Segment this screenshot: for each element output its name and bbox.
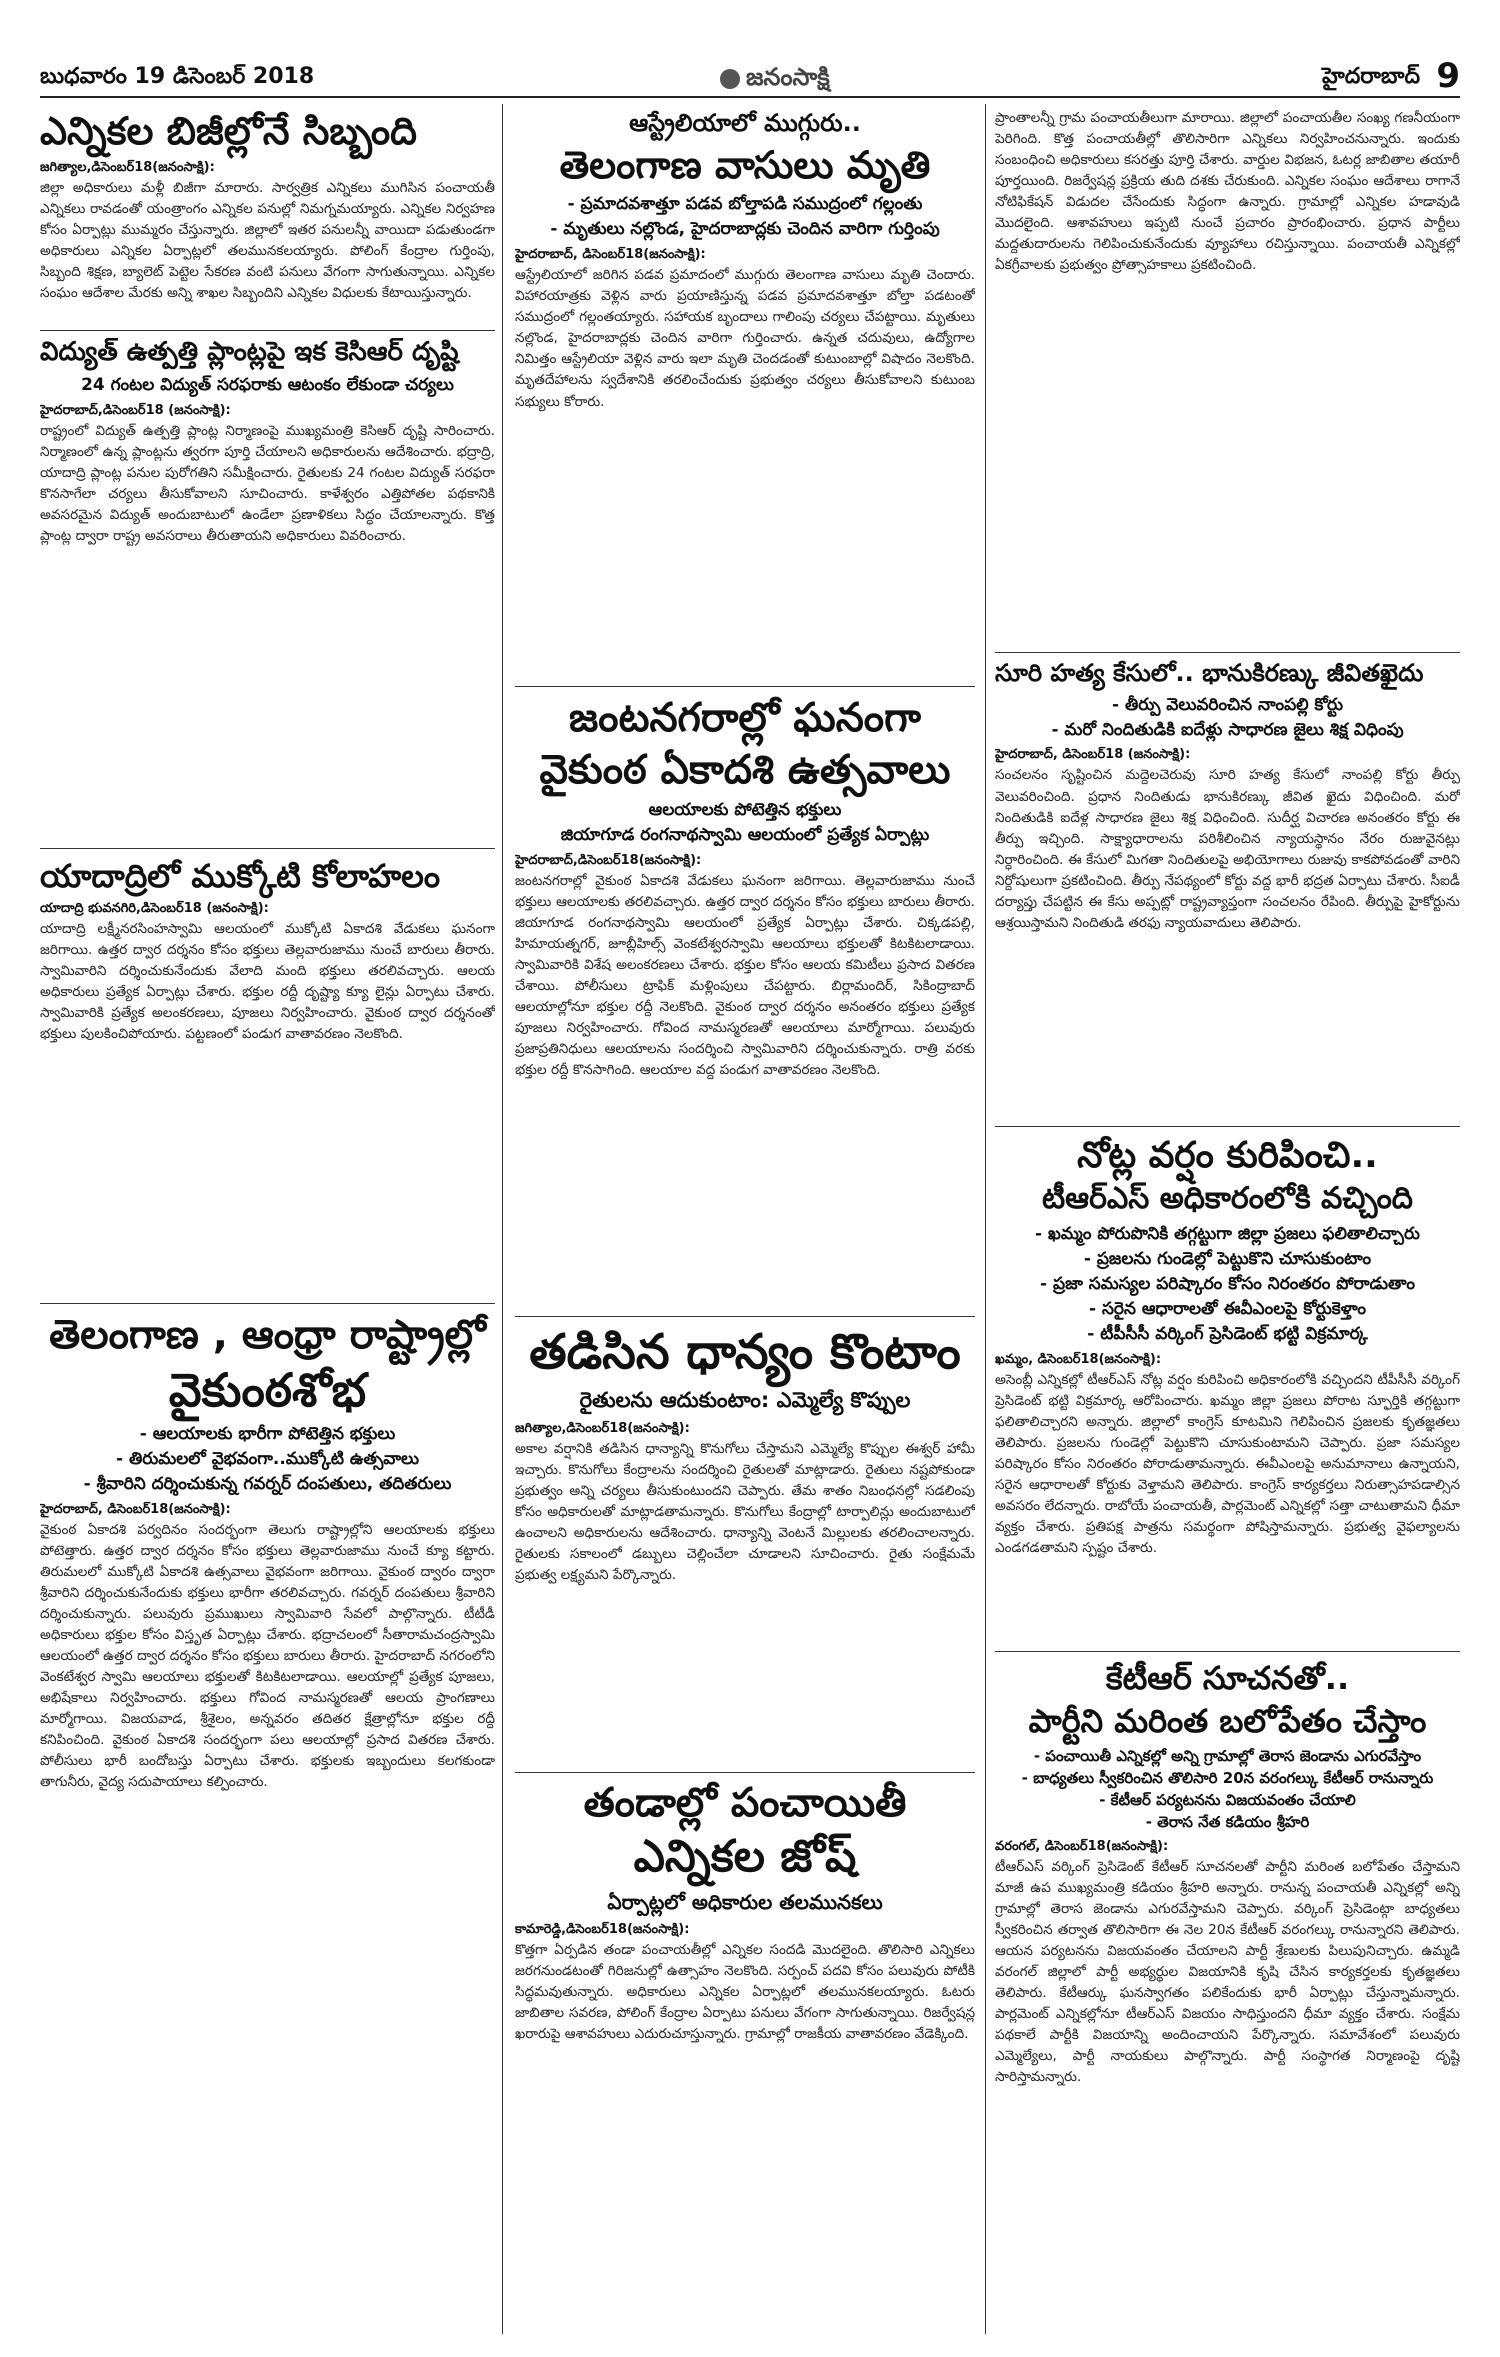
headline: యాదాద్రిలో ముక్కోటి కోలాహలం xyxy=(40,858,441,895)
column-divider xyxy=(502,104,503,2334)
article-body: సంచలనం సృష్టించిన మద్దెలచెరువు సూరి హత్య కేసులో నాంపల్లి కోర్టు తీర్పు వెలువరించింది. ప్రధాన నిందితుడు భానుకిరణ్కు జీవిత ఖైదు విధించింది. మరో నిందితుడికి ఐదేళ్ల సాధారణ జైలు శిక్ష విధించింది. సుదీర్ఘ విచారణ అనంతరం కోర్టు ఈ తీర్పు ఇచ్చింది. సాక్ష్యాధారాలను పరిశీలించిన న్యాయస్థానం నేరం రుజువైనట్లు నిర్ధారించింది. ఈ కేసులో మిగతా నిందితులపై అభియోగాలు రుజువు కాకపోవడంతో వారిని నిర్దోషులుగా ప్రకటించింది. తీర్పు నేపథ్యంలో కోర్టు వద్ద భారీ భద్రత ఏర్పాటు చేశారు. సీఐడీ దర్యాప్తు చేపట్టిన ఈ కేసు అప్పట్లో రాష్ట్రవ్యాప్తంగా సంచలనం రేపింది. తీర్పుపై హైకోర్టును ఆశ్రయిస్తామని నిందితుడి తరఫు న్యాయవాదులు తెలిపారు. xyxy=(995,767,1460,931)
headline: విద్యుత్ ఉత్పత్తి ప్లాంట్లపై ఇక కెసిఆర్ దృష్టి xyxy=(40,338,459,367)
section-divider xyxy=(40,848,495,849)
subheadline: ఏర్పాట్లలో అధికారుల తలమునకలు xyxy=(607,1889,883,1914)
headline: కేటీఆర్ సూచనతో.. xyxy=(1105,1660,1350,1697)
dateline: వరంగల్, డిసెంబర్18(జనంసాక్షి): xyxy=(995,1838,1169,1854)
article-body: యాదాద్రి లక్ష్మీనరసింహస్వామి ఆలయంలో ముక్కోటి ఏకాదశి వేడుకలు ఘనంగా జరిగాయి. ఉత్తర ద్వార దర్శనం కోసం భక్తులు తెల్లవారుజాము నుంచే బారులు తీరారు. స్వామివారిని దర్శించుకునేందుకు వేలాది మంది భక్తులు తరలివచ్చారు. ఆలయ అధికారులు ప్రత్యేక ఏర్పాట్లు చేశారు. భక్తుల రద్దీ దృష్ట్యా క్యూ లైన్లు ఏర్పాటు చేశారు. స్వామివారికి ప్రత్యేక అలంకరణలు, పూజలు నిర్వహించారు. వైకుంఠ ద్వార దర్శనంతో భక్తులు పులకించిపోయారు. పట్టణంలో పండుగ వాతావరణం నెలకొంది. xyxy=(40,920,495,1043)
subheadline: - కేటీఆర్ పర్యటనను విజయవంతం చేయాలి xyxy=(1099,1791,1356,1810)
headline: టీఆర్ఎస్ అధికారంలోకి వచ్చింది xyxy=(1042,1181,1413,1217)
headline: వైకుంఠ ఏకాదశి ఉత్సవాలు xyxy=(539,747,951,793)
dateline: జగిత్యాల,డిసెంబర్18(జనంసాక్షి): xyxy=(515,1420,690,1436)
headline: పార్టీని మరింత బలోపేతం చేస్తాం xyxy=(1028,1701,1427,1740)
article-body: టీఆర్ఎస్ వర్కింగ్ ప్రెసిడెంట్ కేటీఆర్ సూచనలతో పార్టీని మరింత బలోపేతం చేస్తామని మాజీ ఉప ముఖ్యమంత్రి కడియం శ్రీహరి అన్నారు. రానున్న పంచాయతీ ఎన్నికల్లో అన్ని గ్రామాల్లో తెరాస జెండాను ఎగురవేస్తామని చెప్పారు. వర్కింగ్ ప్రెసిడెంట్గా బాధ్యతలు స్వీకరించిన తర్వాత తొలిసారిగా ఈ నెల 20న కేటీఆర్ వరంగల్కు రానున్నారని తెలిపారు. ఆయన పర్యటనను విజయవంతం చేయాలని పార్టీ శ్రేణులకు పిలుపునిచ్చారు. ఉమ్మడి వరంగల్ జిల్లాలో పార్టీ అభ్యర్థుల విజయానికి కృషి చేసిన కార్యకర్తలకు కృతజ్ఞతలు తెలిపారు. కేటీఆర్కు ఘనస్వాగతం పలికేందుకు భారీ ఏర్పాట్లు చేస్తున్నామన్నారు. పార్లమెంట్ ఎన్నికల్లోనూ టీఆర్ఎస్ విజయం సాధిస్తుందని ధీమా వ్యక్తం చేశారు. సంక్షేమ పథకాలే పార్టీకి విజయాన్ని అందించాయని పేర్కొన్నారు. సమావేశంలో పలువురు ఎమ్మెల్యేలు, పార్టీ నాయకులు పాల్గొన్నారు. పార్టీ సంస్థాగత నిర్మాణంపై దృష్టి సారిస్తామన్నారు. xyxy=(995,1858,1460,2086)
column-divider xyxy=(985,104,986,2334)
headline: ఎన్నికల జోష్ xyxy=(633,1831,857,1882)
subheadline: - మృతులు నల్లొండ, హైదరాబాద్లకు చెందిన వారిగా గుర్తింపు xyxy=(550,219,940,240)
subheadline: రైతులను ఆదుకుంటాం: ఎమ్మెల్యే కొప్పుల xyxy=(579,1388,911,1413)
section-divider xyxy=(995,1126,1460,1127)
article-election-staff xyxy=(40,110,495,325)
subheadline: - తెరాస నేత కడియం శ్రీహరి xyxy=(1145,1813,1310,1832)
issue-date: బుధవారం 19 డిసెంబర్ 2018 xyxy=(40,64,315,89)
page-masthead xyxy=(40,56,1460,98)
kicker: ఆస్ట్రేలియాలో ముగ్గురు.. xyxy=(629,110,861,137)
article-suri-murder-case xyxy=(995,660,1460,1120)
headline: వైకుంఠశోభ xyxy=(168,1363,367,1417)
subheadline: 24 గంటల విద్యుత్ సరఫరాకు ఆటంకం లేకుండా చర్యలు xyxy=(81,374,454,395)
article-twin-cities-vaikuntha xyxy=(515,695,975,1310)
article-australia-accident xyxy=(515,110,975,680)
article-yadadri xyxy=(40,858,495,1298)
article-body: వైకుంఠ ఏకాదశి పర్వదినం సందర్భంగా తెలుగు రాష్ట్రాల్లోని ఆలయాలకు భక్తులు పోటెత్తారు. ఉత్తర ద్వార దర్శనం కోసం భక్తులు తెల్లవారుజాము నుంచే క్యూ కట్టారు. తిరుమలలో ముక్కోటి ఏకాదశి ఉత్సవాలు వైభవంగా జరిగాయి. వైకుంఠ ద్వారం ద్వారా శ్రీవారిని దర్శించుకునేందుకు భక్తులు భారీగా తరలివచ్చారు. గవర్నర్ దంపతులు శ్రీవారిని దర్శించుకున్నారు. పలువురు ప్రముఖులు స్వామివారి సేవలో పాల్గొన్నారు. టీటీడీ అధికారులు భక్తుల కోసం విస్తృత ఏర్పాట్లు చేశారు. భద్రాచలంలో సీతారామచంద్రస్వామి ఆలయంలో ఉత్తర ద్వార దర్శనం కోసం భక్తులు బారులు తీరారు. హైదరాబాద్ నగరంలోని వెంకటేశ్వర స్వామి ఆలయాలు భక్తులతో కిటకిటలాడాయి. ఆలయాల్లో ప్రత్యేక పూజలు, అభిషేకాలు నిర్వహించారు. భక్తులు గోవింద నామస్మరణతో ఆలయ ప్రాంగణాలు మార్మోగాయి. విజయవాడ, శ్రీశైలం, అన్నవరం తదితర క్షేత్రాల్లోనూ భక్తుల రద్దీ కనిపించింది. వైకుంఠ ఏకాదశి సందర్భంగా పలు ఆలయాల్లో ప్రసాద వితరణ చేశారు. పోలీసులు భారీ బందోబస్తు ఏర్పాటు చేశారు. భక్తులకు ఇబ్బందులు కలగకుండా తాగునీరు, వైద్య సదుపాయాలు కల్పించారు. xyxy=(40,1521,495,1791)
dateline: హైదరాబాద్, డిసెంబర్18(జనంసాక్షి): xyxy=(40,1501,231,1517)
subheadline: - శ్రీవారిని దర్శించుకున్న గవర్నర్ దంపతులు, తదితరులు xyxy=(83,1473,452,1494)
article-body: రాష్ట్రంలో విద్యుత్ ఉత్పత్తి ప్లాంట్ల నిర్మాణంపై ముఖ్యమంత్రి కెసిఆర్ దృష్టి సారించారు. నిర్మాణంలో ఉన్న ప్లాంట్లను త్వరగా పూర్తి చేయాలని అధికారులను ఆదేశించారు. భద్రాద్రి, యాదాద్రి ప్లాంట్ల పనుల పురోగతిని సమీక్షించారు. రైతులకు 24 గంటల విద్యుత్ సరఫరా కొనసాగేలా చర్యలు తీసుకోవాలని సూచించారు. కాళేశ్వరం ఎత్తిపోతల పథకానికి అవసరమైన విద్యుత్ అందుబాటులో ఉండేలా ప్రణాళికలు సిద్ధం చేయాలన్నారు. కొత్త ప్లాంట్ల ద్వారా రాష్ట్ర అవసరాలు తీరుతాయని అధికారులు వివరించారు. xyxy=(40,422,495,545)
subheadline: - ప్రజలను గుండెల్లో పెట్టుకొని చూసుకుంటాం xyxy=(1083,1248,1372,1269)
section-divider xyxy=(40,330,495,331)
section-divider xyxy=(515,1772,975,1773)
article-bhatti-vikramarka xyxy=(995,1135,1460,1645)
subheadline: - ప్రమాదవశాత్తూ పడవ బోల్తాపడి సముద్రంలో గల్లంతు xyxy=(567,194,923,215)
headline: ఎన్నికల బిజీల్లోనే సిబ్బంది xyxy=(40,110,418,153)
article-thanda-elections xyxy=(515,1780,975,2337)
article-power-plants xyxy=(40,338,495,843)
article-body: జంటనగరాల్లో వైకుంఠ ఏకాదశి వేడుకలు ఘనంగా జరిగాయి. తెల్లవారుజాము నుంచే భక్తులు ఆలయాలకు తరలివచ్చారు. ఉత్తర ద్వార దర్శనం కోసం భక్తులు బారులు తీరారు. జియాగూడ రంగనాథస్వామి ఆలయంలో ప్రత్యేక ఏర్పాట్లు చేశారు. చిక్కడపల్లి, హిమాయత్నగర్, జూబ్లీహిల్స్ వెంకటేశ్వరస్వామి ఆలయాలు భక్తులతో కిటకిటలాడాయి. స్వామివారికి విశేష అలంకరణలు చేశారు. భక్తుల కోసం ఆలయ కమిటీలు ప్రసాద వితరణ చేశాయి. పోలీసులు ట్రాఫిక్ మళ్లింపులు చేపట్టారు. బిర్లామందిర్, సికింద్రాబాద్ ఆలయాల్లోనూ భక్తుల రద్దీ నెలకొంది. వైకుంఠ ద్వార దర్శనం అనంతరం భక్తులు ప్రత్యేక పూజలు నిర్వహించారు. గోవింద నామస్మరణతో ఆలయాలు మార్మోగాయి. పలువురు ప్రజాప్రతినిధులు ఆలయాలను సందర్శించి స్వామివారిని దర్శించుకున్నారు. రాత్రి వరకు భక్తుల రద్దీ కొనసాగింది. ఆలయాల వద్ద పండుగ వాతావరణం నెలకొంది. xyxy=(515,872,975,1079)
dateline: హైదరాబాద్, డిసెంబర్18(జనంసాక్షి): xyxy=(515,247,706,263)
headline: తెలంగాణ వాసులు మృతి xyxy=(559,142,931,187)
subheadline: - బాధ్యతలు స్వీకరించిన తొలిసారి 20న వరంగల్కు కేటీఆర్ రానున్నారు xyxy=(1021,1768,1434,1787)
headline: నోట్ల వర్షం కురిపించి.. xyxy=(1077,1135,1378,1176)
article-ktr-party xyxy=(995,1660,1460,2337)
section-divider xyxy=(995,652,1460,653)
article-panchayat-continued xyxy=(995,108,1460,648)
headline: తండాల్లో పంచాయితీ xyxy=(583,1780,907,1826)
section-divider xyxy=(995,1651,1460,1652)
dateline: హైదరాబాద్,డిసెంబర్18 (జనంసాక్షి): xyxy=(40,402,231,418)
article-wet-grain xyxy=(515,1325,975,1765)
subheadline: - ప్రజా సమస్యల పరిష్కారం కోసం నిరంతరం పోరాడుతాం xyxy=(1040,1273,1415,1294)
article-vaikuntha-shobha xyxy=(40,1312,495,2337)
edition-city: హైదరాబాద్ xyxy=(1322,64,1420,89)
subheadline: - మరో నిందితుడికి ఐదేళ్లు సాధారణ జైలు శిక్ష విధింపు xyxy=(1051,719,1404,740)
article-body: ప్రాంతాలన్నీ గ్రామ పంచాయతీలుగా మారాయి. జిల్లాలో పంచాయతీల సంఖ్య గణనీయంగా పెరిగింది. కొత్త పంచాయతీల్లో తొలిసారిగా ఎన్నికలు నిర్వహించనున్నారు. ఇందుకు సంబంధించి అధికారులు కసరత్తు పూర్తి చేశారు. వార్డుల విభజన, ఓటర్ల జాబితాల తయారీ పూర్తయింది. రిజర్వేషన్ల ప్రక్రియ తుది దశకు చేరుకుంది. ఎన్నికల సంఘం ఆదేశాలు రాగానే నోటిఫికేషన్ విడుదల చేసేందుకు సిద్ధంగా ఉన్నారు. గ్రామాల్లో ఎన్నికల హడావుడి మొదలైంది. ఆశావహులు ఇప్పటి నుంచే ప్రచారం ప్రారంభించారు. ప్రధాన పార్టీలు మద్దతుదారులను గెలిపించుకునేందుకు వ్యూహాలు రచిస్తున్నాయి. పంచాయతీ ఎన్నికల్లో ఏకగ్రీవాలకు ప్రభుత్వం ప్రోత్సాహకాలు ప్రకటించింది. xyxy=(995,110,1460,274)
dateline: కామారెడ్డి,డిసెంబర్18(జనంసాక్షి): xyxy=(515,1921,690,1937)
subheadline: - తిరుమలలో వైభవంగా..ముక్కోటి ఉత్సవాలు xyxy=(116,1448,419,1469)
section-divider xyxy=(515,686,975,687)
headline: జంటనగరాల్లో ఘనంగా xyxy=(569,695,921,741)
subheadline: ఆలయాలకు పోటెత్తిన భక్తులు xyxy=(648,800,842,820)
subheadline: - ఖమ్మం పోరుపొనికి తగ్గట్టుగా జిల్లా ప్రజలు ఫలితాలిచ్చారు xyxy=(1035,1223,1420,1244)
dateline: హైదరాబాద్, డిసెంబర్18 (జనంసాక్షి): xyxy=(995,747,1191,763)
headline: తడిసిన ధాన్యం కొంటాం xyxy=(529,1325,961,1380)
subheadline: - సరైన ఆధారాలతో ఈవీఎంలపై కోర్టుకెళ్తాం xyxy=(1088,1298,1367,1319)
article-body: అకాల వర్షానికి తడిసిన ధాన్యాన్ని కొనుగోలు చేస్తామని ఎమ్మెల్యే కొప్పుల ఈశ్వర్ హామీ ఇచ్చారు. కొనుగోలు కేంద్రాలను సందర్శించి రైతులతో మాట్లాడారు. రైతులు నష్టపోకుండా ప్రభుత్వం అన్ని చర్యలు తీసుకుంటుందని చెప్పారు. తేమ శాతం నిబంధనల్లో సడలింపు కోసం అధికారులతో మాట్లాడతామన్నారు. కొనుగోలు కేంద్రాల్లో టార్పాలిన్లు అందుబాటులో ఉంచాలని అధికారులను ఆదేశించారు. ధాన్యాన్ని వెంటనే మిల్లులకు తరలించాలన్నారు. రైతులకు సకాలంలో డబ్బులు చెల్లించేలా చూడాలని సూచించారు. రైతు సంక్షేమమే ప్రభుత్వ లక్ష్యమని పేర్కొన్నారు. xyxy=(515,1440,975,1583)
newspaper-title: జనంసాక్షి xyxy=(746,62,830,91)
dateline: యాదాద్రి భువనగిరి,డిసెంబర్18 (జనంసాక్షి): xyxy=(40,900,269,916)
section-divider xyxy=(515,1316,975,1317)
dateline: ఖమ్మం, డిసెంబర్18(జనంసాక్షి): xyxy=(995,1351,1162,1367)
subheadline: జియాగూడ రంగనాథస్వామి ఆలయంలో ప్రత్యేక ఏర్పాట్లు xyxy=(560,824,930,845)
section-divider xyxy=(40,1303,495,1304)
headline: సూరి హత్య కేసులో.. భానుకిరణ్కు జీవితఖైదు xyxy=(995,660,1424,687)
dateline: హైదరాబాద్,డిసెంబర్18(జనంసాక్షి): xyxy=(515,852,702,868)
article-body: కొత్తగా ఏర్పడిన తండా పంచాయతీల్లో ఎన్నికల సందడి మొదలైంది. తొలిసారి ఎన్నికలు జరగనుండటంతో గిరిజనుల్లో ఉత్సాహం నెలకొంది. సర్పంచ్ పదవి కోసం పలువురు పోటీకి సిద్ధమవుతున్నారు. అధికారులు ఎన్నికల ఏర్పాట్లలో తలమునకలయ్యారు. ఓటరు జాబితాల సవరణ, పోలింగ్ కేంద్రాల ఏర్పాటు పనులు వేగంగా సాగుతున్నాయి. రిజర్వేషన్ల ఖరారుపై ఆశావహులు ఎదురుచూస్తున్నారు. గ్రామాల్లో రాజకీయ వాతావరణం వేడెక్కింది. xyxy=(515,1941,975,2042)
subheadline: - పంచాయితీ ఎన్నికల్లో అన్ని గ్రామాల్లో తెరాస జెండాను ఎగురవేస్తాం xyxy=(1033,1746,1422,1765)
article-body: జిల్లా అధికారులు మళ్లీ బిజీగా మారారు. సార్వత్రిక ఎన్నికలు ముగిసిన పంచాయతీ ఎన్నికలు రావడంతో యంత్రాంగం ఎన్నికల పనుల్లో నిమగ్నమయ్యారు. ఎన్నికల నిర్వహణ కోసం ఏర్పాట్లు ముమ్మరం చేస్తున్నారు. జిల్లాలో ఇతర పనులన్నీ వాయిదా పడుతుండగా అధికారులు ఎన్నికల ఏర్పాట్లలో తలమునకలయ్యారు. పోలింగ్ కేంద్రాల గుర్తింపు, సిబ్బంది శిక్షణ, బ్యాలెట్ పెట్టెల సేకరణ వంటి పనులు వేగంగా సాగుతున్నాయి. ఎన్నికల సంఘం ఆదేశాల మేరకు అన్ని శాఖల సిబ్బందిని ఎన్నికల విధులకు కేటాయిస్తున్నారు. xyxy=(40,179,495,301)
article-body: ఆస్ట్రేలియాలో జరిగిన పడవ ప్రమాదంలో ముగ్గురు తెలంగాణ వాసులు మృతి చెందారు. విహారయాత్రకు వెళ్లిన వారు ప్రయాణిస్తున్న పడవ ప్రమాదవశాత్తూ బోల్తా పడటంతో సముద్రంలో గల్లంతయ్యారు. సహాయక బృందాలు గాలింపు చర్యలు చేపట్టాయి. మృతులు నల్లొండ, హైదరాబాద్లకు చెందిన వారిగా గుర్తించారు. ఉన్నత చదువులు, ఉద్యోగాల నిమిత్తం ఆస్ట్రేలియా వెళ్లిన వారు ఇలా మృతి చెందడంతో కుటుంబాల్లో విషాదం నెలకొంది. మృతదేహాలను స్వదేశానికి తరలించేందుకు ప్రభుత్వం చర్యలు తీసుకోవాలని కుటుంబ సభ్యులు కోరారు. xyxy=(515,267,975,410)
article-body: అసెంబ్లీ ఎన్నికల్లో టీఆర్ఎస్ నోట్ల వర్షం కురిపించి అధికారంలోకి వచ్చిందని టీపీసీసీ వర్కింగ్ ప్రెసిడెంట్ భట్టి విక్రమార్క ఆరోపించారు. ఖమ్మం జిల్లా ప్రజలు పోరాట స్ఫూర్తికి తగ్గట్టుగా ఫలితాలిచ్చారని అన్నారు. జిల్లాలో కాంగ్రెస్ కూటమిని గెలిపించిన ప్రజలకు కృతజ్ఞతలు తెలిపారు. ప్రజలను గుండెల్లో పెట్టుకొని చూసుకుంటామని చెప్పారు. ప్రజా సమస్యల పరిష్కారం కోసం నిరంతరం పోరాడుతామన్నారు. ఈవీఎంలపై అనుమానాలు ఉన్నాయని, సరైన ఆధారాలతో కోర్టుకు వెళ్తామని తెలిపారు. కాంగ్రెస్ కార్యకర్తలు నిరుత్సాహపడాల్సిన అవసరం లేదన్నారు. రాబోయే పంచాయతీ, పార్లమెంట్ ఎన్నికల్లో సత్తా చాటుతామని ధీమా వ్యక్తం చేశారు. ప్రతిపక్ష పాత్రను సమర్థంగా పోషిస్తామన్నారు. ప్రభుత్వ వైఫల్యాలను ఎండగడతామని స్పష్టం చేశారు. xyxy=(995,1371,1460,1557)
dateline: జగిత్యాల,డిసెంబర్18(జనంసాక్షి): xyxy=(40,159,215,175)
newspaper-logo-icon xyxy=(720,69,740,89)
newspaper-name xyxy=(720,62,830,97)
page-number: 9 xyxy=(1436,56,1460,96)
subheadline: - ఆలయాలకు భారీగా పోటెత్తిన భక్తులు xyxy=(139,1423,396,1444)
headline: తెలంగాణ , ఆంధ్రా రాష్ట్రాల్లో xyxy=(49,1312,486,1358)
subheadline: - తీర్పు వెలువరించిన నాంపల్లి కోర్టు xyxy=(1112,694,1343,715)
subheadline: - టీపీసీసీ వర్కింగ్ ప్రెసిడెంట్ భట్టి విక్రమార్క xyxy=(1087,1323,1368,1344)
